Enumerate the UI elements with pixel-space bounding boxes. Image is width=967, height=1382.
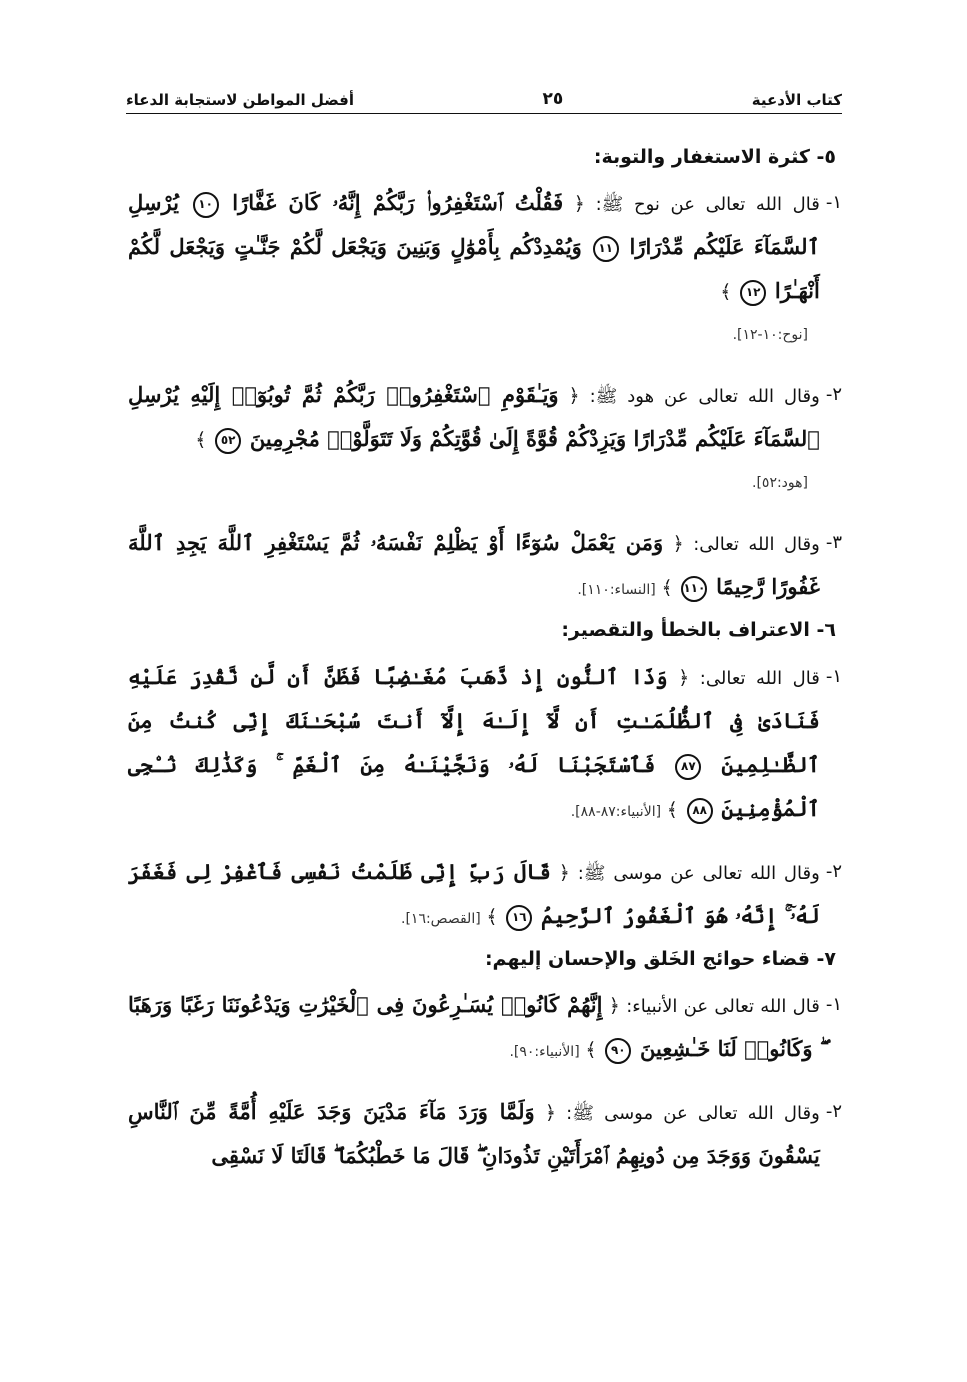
- list-item: [128, 374, 842, 462]
- ayah-number-badge: ٨٨: [687, 798, 713, 824]
- quran-verse: وَلَمَّا وَرَدَ مَآءَ مَدْيَنَ وَجَدَ عَلَيْهِ أُمَّةً مِّنَ ٱلنَّاسِ يَسْقُونَ وَوَجَدَ مِن دُونِهِمُ ٱمْرَأَتَيْنِ تَذُودَانِ ۖ قَالَ مَا خَطْبُكُمَا ۖ قَالَتَا لَا نَسْقِى: [128, 1099, 820, 1169]
- ayah-number-badge: ١١٠: [681, 576, 707, 602]
- ayah-number-badge: ١٦: [506, 905, 532, 931]
- item-number: ١-: [825, 665, 842, 687]
- item-number: ٢-: [825, 860, 842, 882]
- item-number: ٢-: [825, 1101, 842, 1123]
- section-heading: ٧- قضاء حوائج الخَلق والإحسان إليهم:: [484, 947, 836, 970]
- verse-open-ornament: ﴿: [558, 861, 570, 884]
- verse-reference: [نوح:١٠-١٢].: [732, 327, 808, 344]
- quran-verse: فَقُلْتُ ٱسْتَغْفِرُوا۟ رَبَّكُمْ إِنَّهُۥ كَانَ غَفَّارًا: [232, 190, 564, 216]
- quran-verse: وَيَـٰقَوْمِ ٱسْتَغْفِرُوا۟ رَبَّكُمْ ثُمَّ تُوبُوٓا۟ إِلَيْهِ يُرْسِلِ ٱلسَّمَآءَ عَلَيْكُم مِّدْرَارًا وَيَزِدْكُمْ قُوَّةً إِلَىٰ قُوَّتِكُمْ وَلَا تَتَوَلَّوْا۟ مُجْرِمِينَ: [128, 382, 820, 452]
- list-item: [128, 984, 842, 1073]
- ayah-number-badge: ٩٠: [605, 1038, 631, 1064]
- ayah-number-badge: ١١: [593, 236, 619, 262]
- quran-verse: إِنَّهُمْ كَانُوا۟ يُسَـٰرِعُونَ فِى ٱلْخَيْرَٰتِ وَيَدْعُونَنَا رَغَبًا وَرَهَبًا ۖ وَكَانُوا۟ لَنَا خَـٰشِعِينَ: [128, 992, 820, 1062]
- item-number: ٣-: [825, 532, 842, 554]
- ayah-number-badge: ١٠: [193, 192, 219, 218]
- list-item: [128, 522, 842, 611]
- verse-close-ornament: ﴾: [661, 577, 673, 600]
- item-number: ٢-: [825, 384, 842, 406]
- item-intro: قال الله تعالى عن الأنبياء:: [626, 996, 820, 1018]
- item-intro: قال الله تعالى:: [699, 667, 820, 689]
- verse-reference: [الأنبياء:٩٠].: [509, 1044, 580, 1061]
- quran-verse: وَذَا ٱلنُّونِ إِذ ذَّهَبَ مُغَـٰضِبًا فَظَنَّ أَن لَّن نَّقْدِرَ عَلَيْهِ فَنَادَىٰ فِى ٱلظُّلُمَـٰتِ أَن لَّآ إِلَـٰهَ إِلَّآ أَنتَ سُبْحَـٰنَكَ إِنِّى كُنتُ مِنَ ٱلظَّـٰلِمِينَ: [128, 663, 820, 777]
- page-number: ٢٥: [542, 89, 564, 109]
- ayah-number-badge: ٨٧: [675, 754, 701, 780]
- section-heading: ٥- كثرة الاستغفار والتوبة:: [593, 146, 836, 168]
- chapter-title: كتاب الأدعية: [751, 91, 842, 109]
- item-intro: قال الله تعالى عن نوح ﷺ:: [595, 194, 820, 216]
- verse-open-ornament: ﴿: [544, 1102, 556, 1125]
- section-heading: ٦- الاعتراف بالخطأ والتقصير:: [561, 619, 836, 642]
- verse-open-ornament: ﴿: [672, 533, 684, 556]
- verse-reference: [النساء:١١٠].: [577, 582, 656, 599]
- list-item: [128, 851, 842, 940]
- item-number: ١-: [825, 192, 842, 214]
- section-title: أفضل المواطن لاستجابة الدعاء: [126, 91, 355, 109]
- verse-open-ornament: ﴿: [568, 385, 580, 408]
- quran-verse: يُرْسِلِ ٱلسَّمَآءَ عَلَيْكُم مِّدْرَارًا: [128, 190, 820, 260]
- verse-reference: [الأنبياء:٨٧-٨٨].: [570, 803, 662, 820]
- ayah-number-badge: ١٢: [740, 280, 766, 306]
- verse-reference: [هود:٥٢].: [752, 475, 808, 492]
- list-item: [128, 1091, 842, 1179]
- quran-verse: قَالَ رَبِّ إِنِّى ظَلَمْتُ نَفْسِى فَٱغْفِرْ لِى فَغَفَرَ لَهُۥٓ ۚ إِنَّهُۥ هُوَ ٱلْغَفُورُ ٱلرَّحِيمُ: [128, 858, 820, 928]
- verse-close-ornament: ﴾: [720, 281, 732, 304]
- item-intro: وقال الله تعالى عن هود ﷺ:: [589, 386, 820, 408]
- verse-close-ornament: ﴾: [585, 1039, 597, 1062]
- verse-open-ornament: ﴿: [608, 995, 620, 1018]
- verse-open-ornament: ﴿: [573, 193, 585, 216]
- list-item: [128, 182, 842, 314]
- item-intro: وقال الله تعالى:: [693, 534, 820, 556]
- item-number: ١-: [825, 994, 842, 1016]
- item-intro: وقال الله تعالى عن موسى ﷺ:: [566, 1103, 820, 1125]
- verse-open-ornament: ﴿: [678, 666, 690, 689]
- running-header: [126, 86, 842, 114]
- verse-close-ornament: ﴾: [486, 905, 498, 928]
- list-item: [128, 656, 842, 833]
- page-content: [128, 142, 842, 1183]
- verse-close-ornament: ﴾: [666, 798, 678, 821]
- ayah-number-badge: ٥٢: [215, 428, 241, 454]
- quran-verse: فَٱسْتَجَبْنَا لَهُۥ وَنَجَّيْنَـٰهُ مِنَ ٱلْغَمِّ ۚ وَكَذَٰلِكَ نُـۨجِى ٱلْمُؤْمِنِينَ: [128, 751, 820, 821]
- verse-close-ornament: ﴾: [195, 429, 207, 452]
- verse-reference: [القصص:١٦].: [401, 910, 481, 927]
- quran-verse: وَيُمْدِدْكُم بِأَمْوَٰلٍ وَبَنِينَ وَيَجْعَل لَّكُمْ جَنَّـٰتٍ وَيَجْعَل لَّكُمْ أَنْهَـٰرًا: [128, 234, 820, 304]
- quran-verse: وَمَن يَعْمَلْ سُوٓءًا أَوْ يَظْلِمْ نَفْسَهُۥ ثُمَّ يَسْتَغْفِرِ ٱللَّهَ يَجِدِ ٱللَّهَ غَفُورًا رَّحِيمًا: [128, 530, 820, 600]
- item-intro: وقال الله تعالى عن موسى ﷺ:: [577, 862, 820, 884]
